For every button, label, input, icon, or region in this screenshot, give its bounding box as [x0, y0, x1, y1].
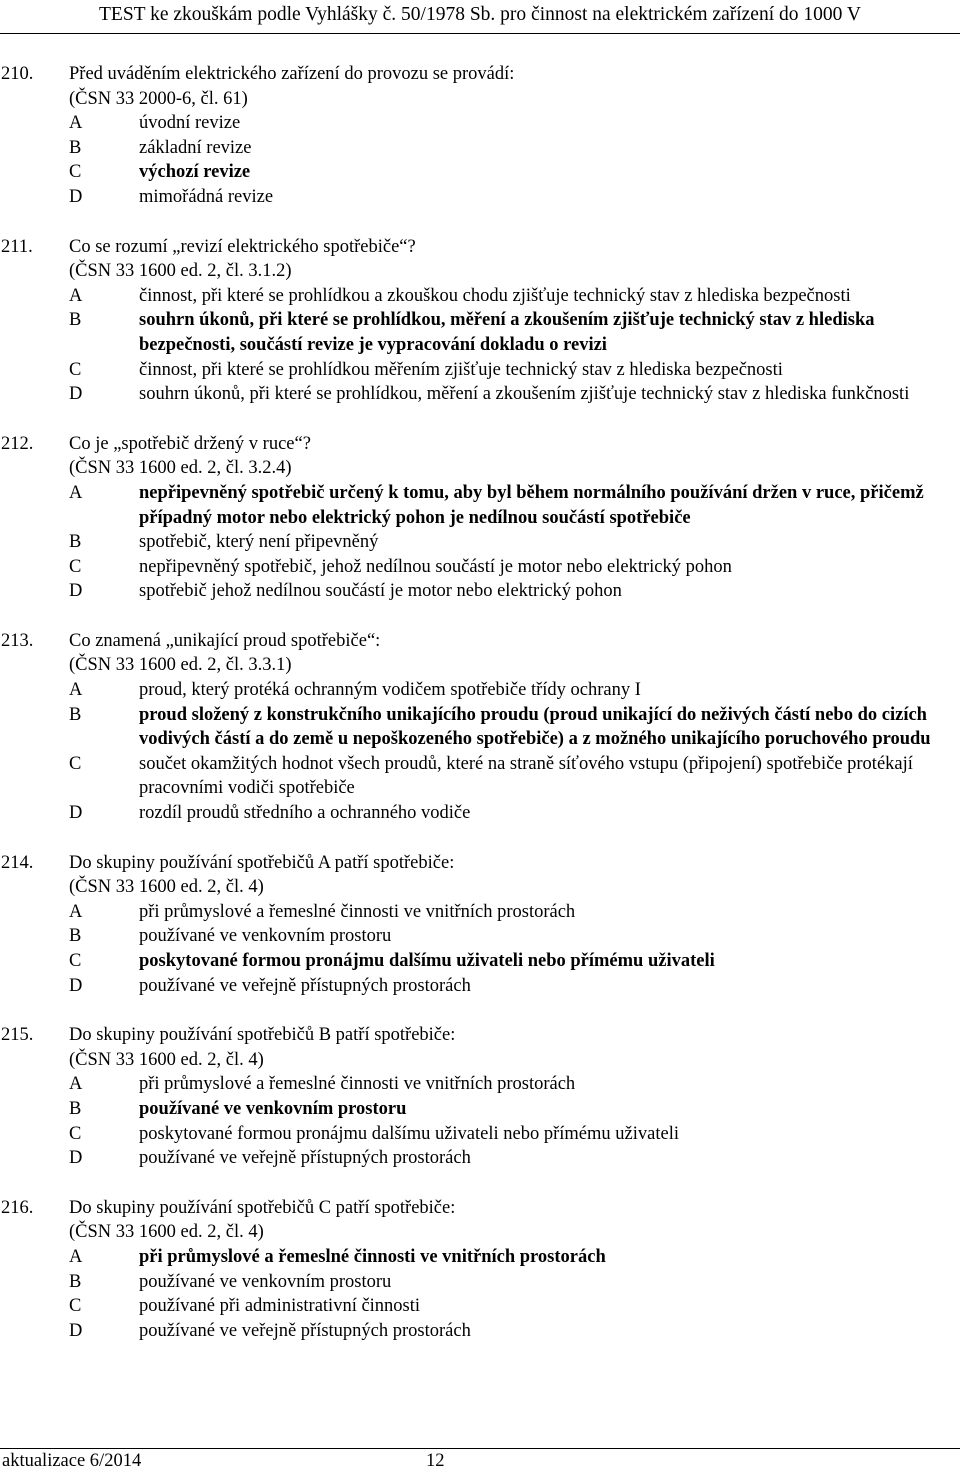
question-text: Do skupiny používání spotřebičů C patří spotřebiče: [69, 1197, 456, 1218]
option-letter: C [69, 1296, 82, 1317]
answer-options [0, 678, 960, 826]
question [0, 851, 960, 999]
option-letter: A [69, 482, 83, 503]
option-letter: C [69, 951, 82, 971]
option-text: při průmyslové a řemeslné činnosti ve vnitřních prostorách [139, 1074, 576, 1095]
option-text: poskytované formou pronájmu dalšímu uživateli nebo přímému uživateli [139, 1123, 679, 1144]
option-letter: C [69, 1123, 82, 1144]
answer-option [0, 974, 960, 999]
question-number: 210. [1, 64, 34, 84]
question [0, 1196, 960, 1344]
answer-options [0, 900, 960, 998]
question-text: Co znamená „unikající proud spotřebiče“: [69, 630, 381, 651]
page-footer [0, 1448, 960, 1471]
answer-option [0, 924, 960, 949]
option-letter: A [69, 1246, 83, 1267]
answer-option [0, 678, 960, 703]
option-letter: C [69, 359, 82, 380]
answer-option [0, 1146, 960, 1171]
answer-option [0, 1319, 960, 1344]
question-reference: (ČSN 33 1600 ed. 2, čl. 3.1.2) [69, 261, 292, 282]
option-letter: D [69, 384, 83, 405]
option-text: spotřebič jehož nedílnou součástí je motor nebo elektrický pohon [139, 581, 622, 602]
option-letter: C [69, 753, 82, 774]
option-text: činnost, při které se prohlídkou měřením zjišťuje technický stav z hlediska bezpečnosti [139, 359, 783, 380]
answer-option [0, 284, 960, 309]
question-text: Do skupiny používání spotřebičů B patří spotřebiče: [69, 1025, 456, 1046]
question-reference: (ČSN 33 1600 ed. 2, čl. 3.2.4) [69, 458, 292, 479]
option-letter: D [69, 803, 83, 824]
answer-option [0, 1294, 960, 1319]
question-number: 212. [1, 433, 34, 454]
option-letter: A [69, 285, 83, 306]
option-letter: B [69, 137, 82, 158]
answer-option-correct [0, 1245, 960, 1270]
option-text: používané ve venkovním prostoru [139, 926, 392, 947]
answer-option-correct [0, 1097, 960, 1122]
option-text: činnost, při které se prohlídkou a zkouškou chodu zjišťuje technický stav z hlediska bezpečnosti [139, 285, 851, 306]
answer-option-correct [0, 481, 960, 530]
answer-option [0, 358, 960, 383]
question-text: Do skupiny používání spotřebičů A patří spotřebiče: [69, 852, 455, 873]
option-text: základní revize [139, 137, 252, 158]
answer-option [0, 111, 960, 136]
option-text: proud složený z konstrukčního unikajícího proudu (proud unikající do neživých částí nebo do cizích vodivých částí a do země u nepoškozeného spotřebiče) a z možného unikajícího poruchového proudu [139, 704, 931, 750]
option-letter: B [69, 1271, 82, 1292]
option-text: při průmyslové a řemeslné činnosti ve vnitřních prostorách [139, 901, 576, 922]
question-reference: (ČSN 33 1600 ed. 2, čl. 4) [69, 1049, 264, 1070]
option-letter: B [69, 1098, 82, 1119]
question-number: 214. [1, 852, 34, 873]
option-letter: C [69, 162, 82, 183]
answer-option-correct [0, 160, 960, 185]
option-text: používané ve veřejně přístupných prostorách [139, 1320, 471, 1341]
answer-option-correct [0, 308, 960, 357]
option-letter: D [69, 1148, 83, 1169]
question-reference: (ČSN 33 1600 ed. 2, čl. 4) [69, 877, 264, 898]
answer-options [0, 284, 960, 407]
option-text: úvodní revize [139, 113, 241, 134]
option-letter: A [69, 901, 83, 922]
answer-options [0, 111, 960, 209]
answer-option [0, 530, 960, 555]
option-text: rozdíl proudů středního a ochranného vodiče [139, 803, 471, 824]
header-title: TEST ke zkouškám podle Vyhlášky č. 50/1978 Sb. pro činnost na elektrickém zařízení do 1000 V [99, 4, 861, 25]
answer-option [0, 801, 960, 826]
option-text: používané ve venkovním prostoru [139, 1098, 407, 1119]
answer-option [0, 185, 960, 210]
question-number: 213. [1, 630, 34, 651]
option-text: souhrn úkonů, při které se prohlídkou, měření a zkoušením zjišťuje technický stav z hlediska bezpečnosti, součástí revize je vypracování dokladu o revizi [139, 310, 875, 355]
question [0, 629, 960, 826]
option-text: proud, který protéká ochranným vodičem spotřebiče třídy ochrany I [139, 680, 641, 701]
option-text: výchozí revize [139, 162, 251, 183]
answer-option [0, 1122, 960, 1147]
question-reference: (ČSN 33 2000-6, čl. 61) [69, 88, 248, 109]
answer-option-correct [0, 949, 960, 974]
question-number: 216. [1, 1197, 34, 1218]
answer-option [0, 555, 960, 580]
option-letter: B [69, 532, 82, 553]
option-text: používané ve veřejně přístupných prostorách [139, 975, 471, 996]
answer-options [0, 1245, 960, 1343]
option-letter: A [69, 1074, 83, 1095]
option-text: poskytované formou pronájmu dalšímu uživateli nebo přímému uživateli [139, 951, 715, 971]
answer-options [0, 1072, 960, 1170]
answer-option [0, 1270, 960, 1295]
option-text: nepřipevněný spotřebič, jehož nedílnou součástí je motor nebo elektrický pohon [139, 556, 732, 577]
option-text: při průmyslové a řemeslné činnosti ve vnitřních prostorách [139, 1246, 606, 1267]
answer-option [0, 579, 960, 604]
question-text: Před uváděním elektrického zařízení do provozu se provádí: [69, 64, 515, 84]
page-number: 12 [426, 1451, 445, 1471]
question-number: 215. [1, 1025, 34, 1046]
footer-update: aktualizace 6/2014 [2, 1451, 142, 1471]
question-number: 211. [1, 236, 33, 257]
option-text: nepřipevněný spotřebič určený k tomu, aby byl během normálního používání držen v ruce, přičemž případný motor nebo elektrický pohon je nedílnou součástí spotřebiče [139, 482, 924, 528]
answer-options [0, 481, 960, 604]
answer-option-correct [0, 703, 960, 752]
question-list [0, 62, 960, 1368]
option-text: mimořádná revize [139, 186, 274, 207]
option-text: součet okamžitých hodnot všech proudů, které na straně síťového vstupu (připojení) spotřebiče protékají pracovními vodiči spotřebiče [139, 753, 913, 799]
option-letter: D [69, 1320, 83, 1341]
page-header [0, 0, 960, 34]
option-text: používané ve veřejně přístupných prostorách [139, 1148, 471, 1169]
answer-option [0, 136, 960, 161]
option-letter: C [69, 556, 82, 577]
option-letter: B [69, 926, 82, 947]
question-reference: (ČSN 33 1600 ed. 2, čl. 3.3.1) [69, 655, 292, 676]
option-text: používané při administrativní činnosti [139, 1296, 421, 1317]
option-text: souhrn úkonů, při které se prohlídkou, měření a zkoušením zjišťuje technický stav z hlediska funkčnosti [139, 384, 910, 405]
option-letter: D [69, 581, 83, 602]
question [0, 432, 960, 604]
option-letter: A [69, 680, 83, 701]
question-text: Co se rozumí „revizí elektrického spotřebiče“? [69, 236, 416, 257]
option-text: spotřebič, který není připevněný [139, 532, 379, 553]
answer-option [0, 382, 960, 407]
question [0, 235, 960, 407]
option-letter: A [69, 113, 83, 134]
option-letter: B [69, 704, 82, 725]
option-letter: D [69, 186, 83, 207]
answer-option [0, 1072, 960, 1097]
question [0, 62, 960, 210]
question-reference: (ČSN 33 1600 ed. 2, čl. 4) [69, 1222, 264, 1243]
option-letter: B [69, 310, 82, 331]
answer-option [0, 900, 960, 925]
answer-option [0, 752, 960, 801]
question-text: Co je „spotřebič držený v ruce“? [69, 433, 311, 454]
option-text: používané ve venkovním prostoru [139, 1271, 392, 1292]
option-letter: D [69, 975, 83, 996]
question [0, 1023, 960, 1171]
